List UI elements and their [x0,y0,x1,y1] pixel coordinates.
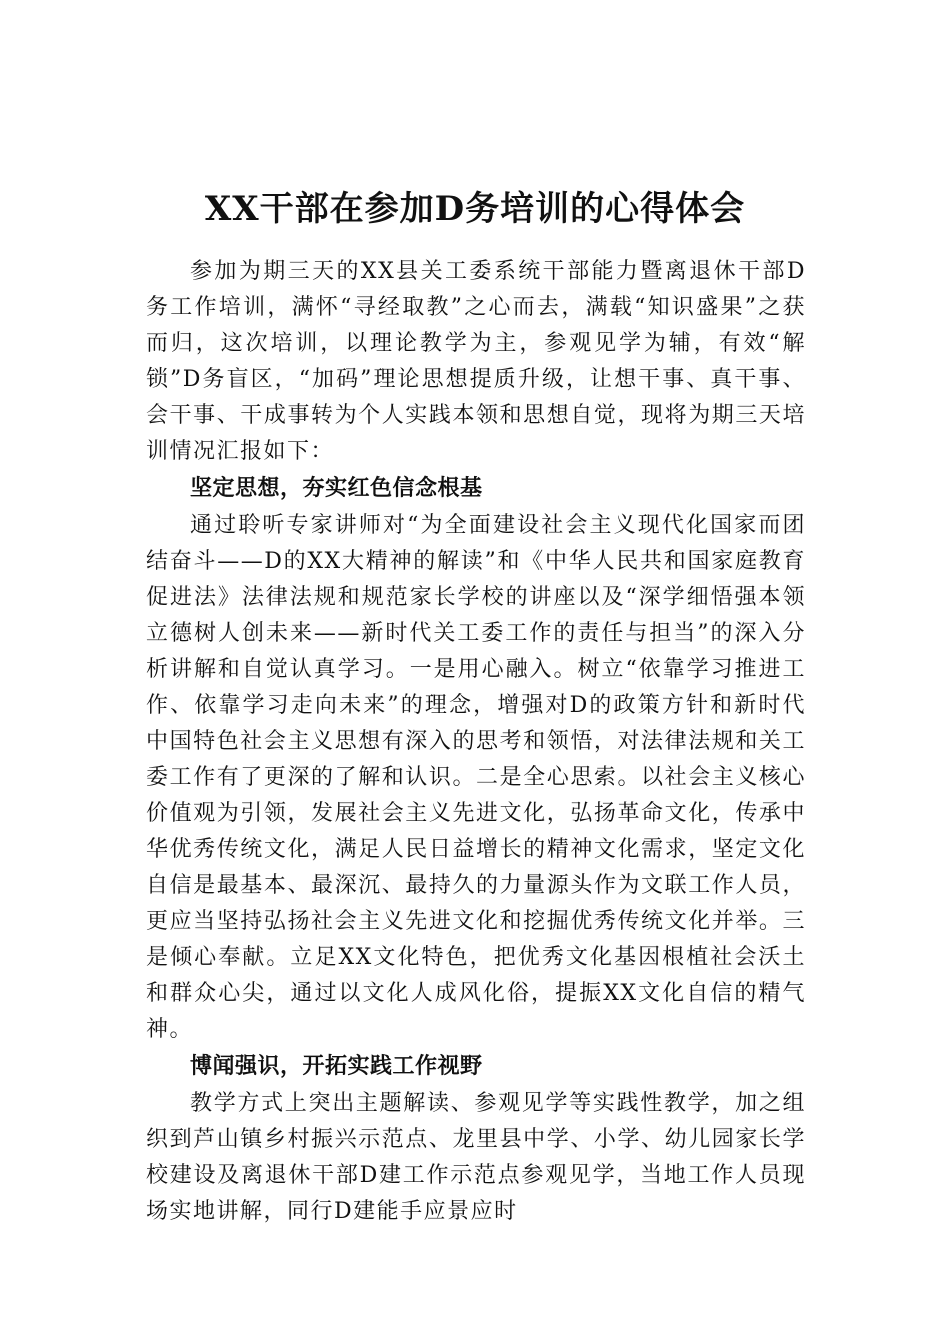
section-1-paragraph: 通过聆听专家讲师对“为全面建设社会主义现代化国家而团结奋斗——D的XX大精神的解读”和《中华人民共和国家庭教育促进法》法律法规和规范家长学校的讲座以及“深学细悟强本领立德树人创未来——新时代关工委工作的责任与担当”的深入分析讲解和自觉认真学习。一是用心融入。树立“依靠学习推进工作、依靠学习走向未来”的理念，增强对D的政策方针和新时代中国特色社会主义思想有深入的思考和领悟，对法律法规和关工委工作有了更深的了解和认识。二是全心思索。以社会主义核心价值观为引领，发展社会主义先进文化，弘扬革命文化，传承中华优秀传统文化，满足人民日益增长的精神文化需求，坚定文化自信是最基本、最深沉、最持久的力量源头作为文联工作人员，更应当坚持弘扬社会主义先进文化和挖掘优秀传统文化并举。三是倾心奉献。立足XX文化特色，把优秀文化基因根植社会沃土和群众心尖，通过以文化人成风化俗，提振XX文化自信的精气神。 [146,513,806,1042]
intro-paragraph: 参加为期三天的XX县关工委系统干部能力暨离退休干部D务工作培训，满怀“寻经取教”之心而去，满载“知识盛果”之获而归，这次培训，以理论教学为主，参观见学为辅，有效“解锁”D务盲区，“加码”理论思想提质升级，让想干事、真干事、会干事、干成事转为个人实践本领和思想自觉，现将为期三天培训情况汇报如下： [146,259,806,464]
section-heading-2: 博闻强识，开拓实践工作视野 [190,1054,483,1079]
section-2-paragraph: 教学方式上突出主题解读、参观见学等实践性教学，加之组织到芦山镇乡村振兴示范点、龙里县中学、小学、幼儿园家长学校建设及离退休干部D建工作示范点参观见学，当地工作人员现场实地讲解，同行D建能手应景应时 [146,1091,806,1224]
section-heading-1: 坚定思想，夯实红色信念根基 [190,476,483,501]
document-title: XX干部在参加D务培训的心得体会 [204,188,746,229]
document-body [146,254,806,1230]
